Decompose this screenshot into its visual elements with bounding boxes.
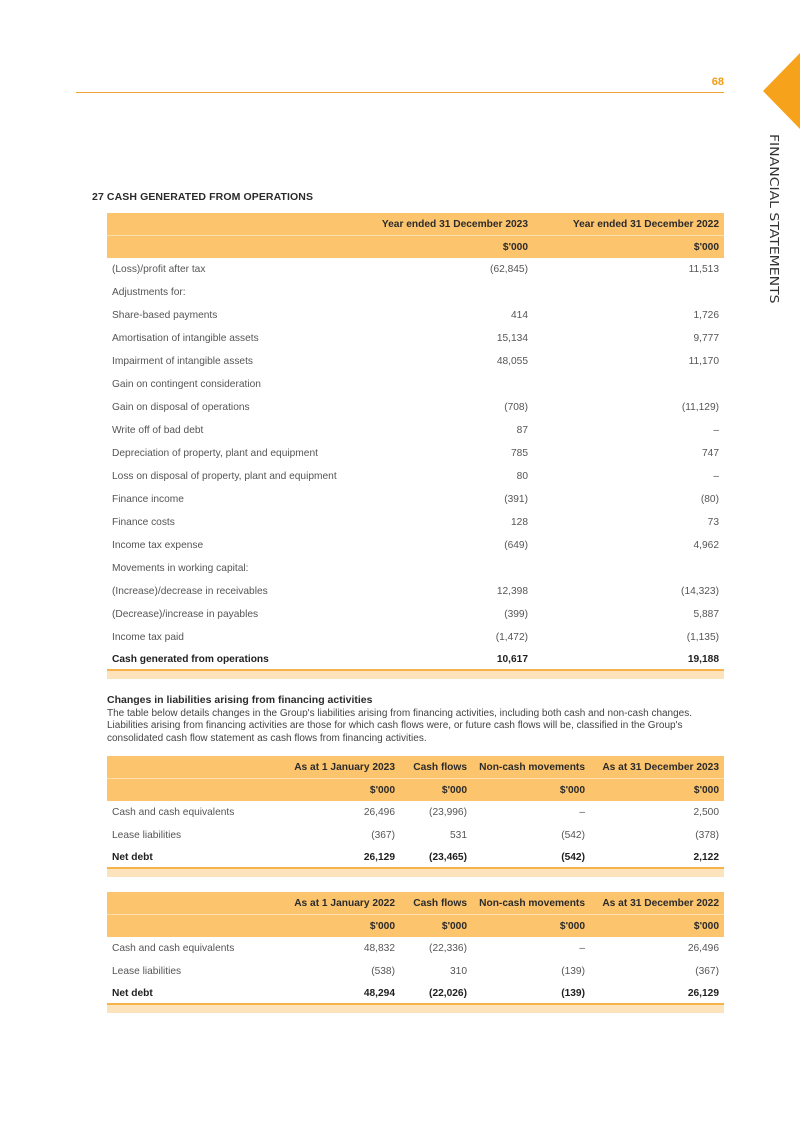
value-cash-flows: (22,336) [400, 937, 472, 960]
table-units-row [107, 236, 724, 259]
value-opening: (538) [282, 960, 400, 983]
unit-label: $'000 [590, 779, 724, 802]
row-label: Finance income [107, 488, 342, 511]
table-row [107, 580, 724, 603]
value-cash-flows: (23,996) [400, 801, 472, 824]
value-non-cash: – [472, 801, 590, 824]
column-header-closing: As at 31 December 2022 [590, 892, 724, 915]
unit-label: $'000 [472, 779, 590, 802]
column-header-non-cash: Non-cash movements [472, 892, 590, 915]
value-non-cash: (542) [472, 824, 590, 847]
value-2022: 73 [533, 511, 724, 534]
value-2023: 128 [342, 511, 533, 534]
value-2022: 4,962 [533, 534, 724, 557]
total-value-closing: 2,122 [590, 847, 724, 869]
value-2022: (14,323) [533, 580, 724, 603]
table-row [107, 801, 724, 824]
value-2023: 80 [342, 465, 533, 488]
total-row [107, 983, 724, 1005]
row-label: (Increase)/decrease in receivables [107, 580, 342, 603]
total-row [107, 649, 724, 671]
unit-label: $'000 [533, 236, 724, 259]
value-2022 [533, 557, 724, 580]
value-closing: (378) [590, 824, 724, 847]
value-non-cash: (139) [472, 960, 590, 983]
table-row [107, 534, 724, 557]
table-row [107, 488, 724, 511]
unit-label: $'000 [282, 779, 400, 802]
table-units-row [107, 779, 724, 802]
table-footer-band [107, 1004, 724, 1013]
value-2023 [342, 373, 533, 396]
table-row [107, 824, 724, 847]
table-header-row [107, 892, 724, 915]
value-2022: 747 [533, 442, 724, 465]
total-label: Cash generated from operations [107, 649, 342, 671]
header-rule [76, 92, 724, 93]
net-debt-2023-table [107, 756, 724, 877]
column-header-2023: Year ended 31 December 2023 [342, 213, 533, 236]
row-label: Adjustments for: [107, 281, 342, 304]
column-header-cash-flows: Cash flows [400, 892, 472, 915]
cash-table-body [107, 258, 724, 670]
table-row [107, 465, 724, 488]
column-header-opening: As at 1 January 2022 [282, 892, 400, 915]
unit-label: $'000 [342, 236, 533, 259]
section-title: 27 CASH GENERATED FROM OPERATIONS [92, 191, 314, 203]
row-label: (Loss)/profit after tax [107, 258, 342, 281]
value-2023: (399) [342, 603, 533, 626]
value-2023: 48,055 [342, 350, 533, 373]
total-label: Net debt [107, 847, 282, 869]
value-cash-flows: 310 [400, 960, 472, 983]
table-row [107, 960, 724, 983]
unit-label: $'000 [400, 915, 472, 938]
table-row [107, 419, 724, 442]
table-row [107, 304, 724, 327]
value-closing: 26,496 [590, 937, 724, 960]
table-units-row [107, 915, 724, 938]
row-label: (Decrease)/increase in payables [107, 603, 342, 626]
total-2022: 19,188 [533, 649, 724, 671]
value-opening: 26,496 [282, 801, 400, 824]
cash-generated-table [107, 213, 724, 679]
unit-label: $'000 [282, 915, 400, 938]
total-value-non-cash: (542) [472, 847, 590, 869]
net-debt-2023-body [107, 801, 724, 868]
row-label: Income tax paid [107, 626, 342, 649]
unit-label: $'000 [472, 915, 590, 938]
value-2022 [533, 373, 724, 396]
total-value-opening: 48,294 [282, 983, 400, 1005]
value-2022 [533, 281, 724, 304]
value-2022: 11,170 [533, 350, 724, 373]
row-label: Lease liabilities [107, 960, 282, 983]
value-opening: (367) [282, 824, 400, 847]
row-label: Gain on disposal of operations [107, 396, 342, 419]
table-row [107, 258, 724, 281]
value-2022: 1,726 [533, 304, 724, 327]
row-label: Impairment of intangible assets [107, 350, 342, 373]
row-label: Lease liabilities [107, 824, 282, 847]
table-row [107, 937, 724, 960]
value-2023: (62,845) [342, 258, 533, 281]
row-label: Loss on disposal of property, plant and equipment [107, 465, 342, 488]
total-label: Net debt [107, 983, 282, 1005]
value-2022: (80) [533, 488, 724, 511]
value-2022: 11,513 [533, 258, 724, 281]
unit-label: $'000 [400, 779, 472, 802]
table-footer-band [107, 868, 724, 877]
row-label: Amortisation of intangible assets [107, 327, 342, 350]
value-2023: (708) [342, 396, 533, 419]
row-label: Cash and cash equivalents [107, 937, 282, 960]
value-2023 [342, 557, 533, 580]
net-debt-2022-body [107, 937, 724, 1004]
value-2022: 9,777 [533, 327, 724, 350]
value-2023: 785 [342, 442, 533, 465]
net-debt-2022-table [107, 892, 724, 1013]
value-2022: – [533, 419, 724, 442]
table-row [107, 626, 724, 649]
value-non-cash: – [472, 937, 590, 960]
row-label: Depreciation of property, plant and equipment [107, 442, 342, 465]
total-row [107, 847, 724, 869]
column-header-closing: As at 31 December 2023 [590, 756, 724, 779]
value-2022: (1,135) [533, 626, 724, 649]
value-2023: 15,134 [342, 327, 533, 350]
column-header-cash-flows: Cash flows [400, 756, 472, 779]
table-row [107, 511, 724, 534]
row-label: Income tax expense [107, 534, 342, 557]
value-2022: – [533, 465, 724, 488]
total-value-non-cash: (139) [472, 983, 590, 1005]
row-label: Gain on contingent consideration [107, 373, 342, 396]
value-cash-flows: 531 [400, 824, 472, 847]
corner-tab-decoration [763, 53, 800, 129]
table-row [107, 603, 724, 626]
value-2022: 5,887 [533, 603, 724, 626]
value-closing: (367) [590, 960, 724, 983]
row-label: Finance costs [107, 511, 342, 534]
value-2023 [342, 281, 533, 304]
value-2023: 12,398 [342, 580, 533, 603]
side-section-title: FINANCIAL STATEMENTS [766, 134, 781, 304]
value-opening: 48,832 [282, 937, 400, 960]
table-row [107, 373, 724, 396]
value-2023: 414 [342, 304, 533, 327]
value-2023: (649) [342, 534, 533, 557]
total-value-closing: 26,129 [590, 983, 724, 1005]
changes-title: Changes in liabilities arising from financing activities [107, 694, 373, 706]
unit-label: $'000 [590, 915, 724, 938]
column-header-2022: Year ended 31 December 2022 [533, 213, 724, 236]
table-row [107, 557, 724, 580]
table-row [107, 396, 724, 419]
table-row [107, 327, 724, 350]
total-value-cash-flows: (23,465) [400, 847, 472, 869]
total-2023: 10,617 [342, 649, 533, 671]
table-row [107, 350, 724, 373]
table-footer-band [107, 670, 724, 679]
value-2023: 87 [342, 419, 533, 442]
changes-description: The table below details changes in the Group's liabilities arising from financing activities, including both cash and non-cash changes. Liabilities arising from financing activities are those for which cash flows were, or future cash flows will be, classified in the Group's consolidated cash flow statement as cash flows from financing activities. [107, 708, 693, 744]
row-label: Write off of bad debt [107, 419, 342, 442]
total-value-opening: 26,129 [282, 847, 400, 869]
row-label: Cash and cash equivalents [107, 801, 282, 824]
value-2023: (1,472) [342, 626, 533, 649]
row-label: Movements in working capital: [107, 557, 342, 580]
value-2023: (391) [342, 488, 533, 511]
column-header-opening: As at 1 January 2023 [282, 756, 400, 779]
value-2022: (11,129) [533, 396, 724, 419]
column-header-non-cash: Non-cash movements [472, 756, 590, 779]
table-row [107, 281, 724, 304]
table-row [107, 442, 724, 465]
table-header-row [107, 756, 724, 779]
row-label: Share-based payments [107, 304, 342, 327]
total-value-cash-flows: (22,026) [400, 983, 472, 1005]
page-number: 68 [711, 76, 724, 88]
value-closing: 2,500 [590, 801, 724, 824]
table-header-row [107, 213, 724, 236]
